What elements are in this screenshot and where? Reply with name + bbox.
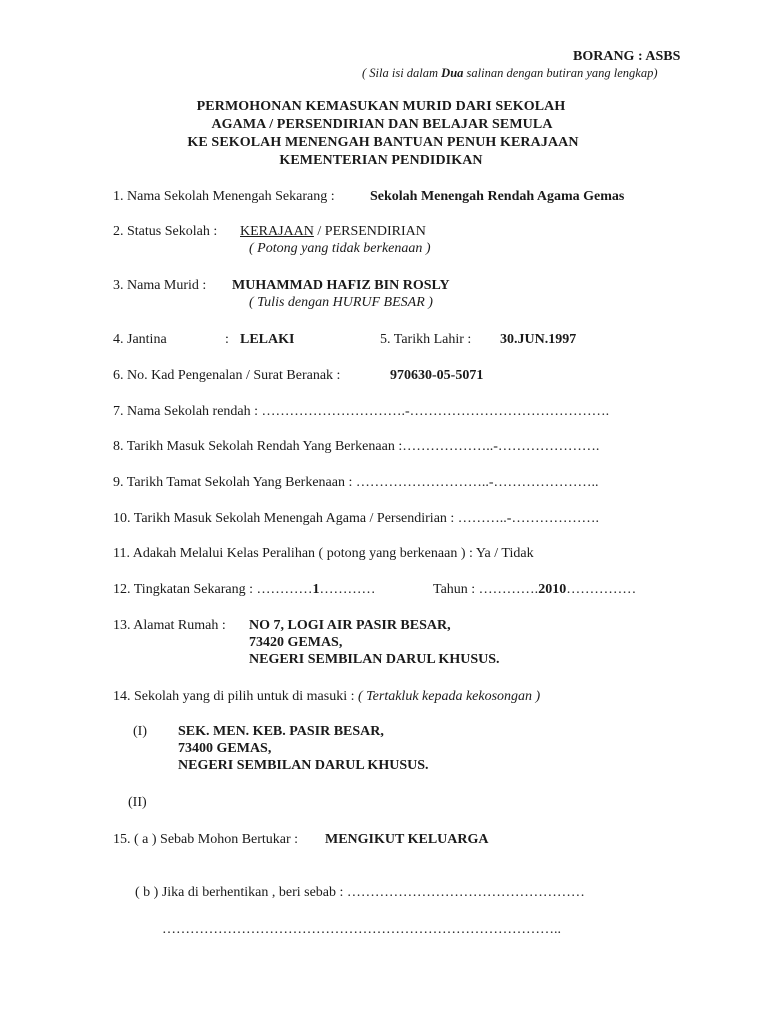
status-persendirian[interactable]: / PERSENDIRIAN [313, 224, 426, 239]
field-14-i-line-2[interactable]: 73400 GEMAS, [178, 741, 272, 756]
field-15b[interactable]: ( b ) Jika di berhentikan , beri sebab : …………………………………………… [135, 885, 585, 900]
field-15b-continuation[interactable]: ………………………………………………………………………….. [162, 922, 561, 937]
field-5-value[interactable]: 30.JUN.1997 [500, 332, 577, 347]
status-kerajaan[interactable]: KERAJAAN [240, 224, 314, 239]
field-4-label: 4. Jantina [113, 332, 167, 347]
field-3-value[interactable]: MUHAMMAD HAFIZ BIN ROSLY [232, 278, 450, 293]
title-line-2: AGAMA / PERSENDIRIAN DAN BELAJAR SEMULA [211, 117, 553, 132]
field-13-line-2[interactable]: 73420 GEMAS, [249, 635, 343, 650]
field-12-tingkatan[interactable]: 12. Tingkatan Sekarang : …………1………… [113, 582, 376, 597]
field-14-i-marker: (I) [133, 724, 147, 739]
field-3-note: ( Tulis dengan HURUF BESAR ) [249, 295, 433, 310]
field-2-label: 2. Status Sekolah : [113, 224, 218, 239]
field-5-label: 5. Tarikh Lahir : [380, 332, 472, 347]
field-13-line-3[interactable]: NEGERI SEMBILAN DARUL KHUSUS. [249, 652, 500, 667]
title-line-1: PERMOHONAN KEMASUKAN MURID DARI SEKOLAH [196, 99, 566, 114]
field-14-ii-marker: (II) [128, 795, 147, 810]
field-14-i-line-1[interactable]: SEK. MEN. KEB. PASIR BESAR, [178, 724, 384, 739]
field-14-i-line-3[interactable]: NEGERI SEMBILAN DARUL KHUSUS. [178, 758, 429, 773]
field-6-label: 6. No. Kad Pengenalan / Surat Beranak : [113, 368, 341, 383]
form-code: BORANG : ASBS [573, 49, 681, 64]
field-3-label: 3. Nama Murid : [113, 278, 207, 293]
field-8[interactable]: 8. Tarikh Masuk Sekolah Rendah Yang Berkenaan :………………..-…………………. [113, 439, 600, 454]
field-15a-value[interactable]: MENGIKUT KELUARGA [325, 832, 489, 847]
field-6-value[interactable]: 970630-05-5071 [390, 368, 484, 383]
field-13-line-1[interactable]: NO 7, LOGI AIR PASIR BESAR, [249, 618, 451, 633]
field-2-options[interactable] [240, 223, 426, 240]
field-14-label: 14. Sekolah yang di pilih untuk di masuki : ( Tertakluk kepada kekosongan ) [113, 689, 541, 704]
field-2-note: ( Potong yang tidak berkenaan ) [249, 241, 431, 256]
field-11[interactable]: 11. Adakah Melalui Kelas Peralihan ( potong yang berkenaan ) : Ya / Tidak [113, 546, 534, 561]
field-12-tahun[interactable]: Tahun : ………….2010…………… [433, 582, 637, 597]
field-12-tahun-value: 2010 [538, 582, 567, 597]
field-12-tingkatan-value: 1 [312, 582, 320, 597]
field-10[interactable]: 10. Tarikh Masuk Sekolah Menengah Agama / Persendirian : ………..-………………. [113, 511, 599, 526]
title-line-4: KEMENTERIAN PENDIDIKAN [279, 153, 483, 168]
field-9[interactable]: 9. Tarikh Tamat Sekolah Yang Berkenaan : ………………………..-………………….. [113, 475, 599, 490]
copies-note: ( Sila isi dalam Dua salinan dengan butiran yang lengkap) [362, 66, 658, 80]
field-4-value[interactable]: LELAKI [240, 332, 295, 347]
field-1-label: 1. Nama Sekolah Menengah Sekarang : [113, 189, 335, 204]
field-15a-label: 15. ( a ) Sebab Mohon Bertukar : [113, 832, 299, 847]
field-1-value[interactable]: Sekolah Menengah Rendah Agama Gemas [370, 189, 625, 204]
title-line-3: KE SEKOLAH MENENGAH BANTUAN PENUH KERAJAAN [187, 135, 579, 150]
field-4-colon: : [225, 332, 229, 347]
field-13-label: 13. Alamat Rumah : [113, 618, 226, 633]
field-7[interactable]: 7. Nama Sekolah rendah : ………………………….-……………………………………. [113, 404, 610, 419]
